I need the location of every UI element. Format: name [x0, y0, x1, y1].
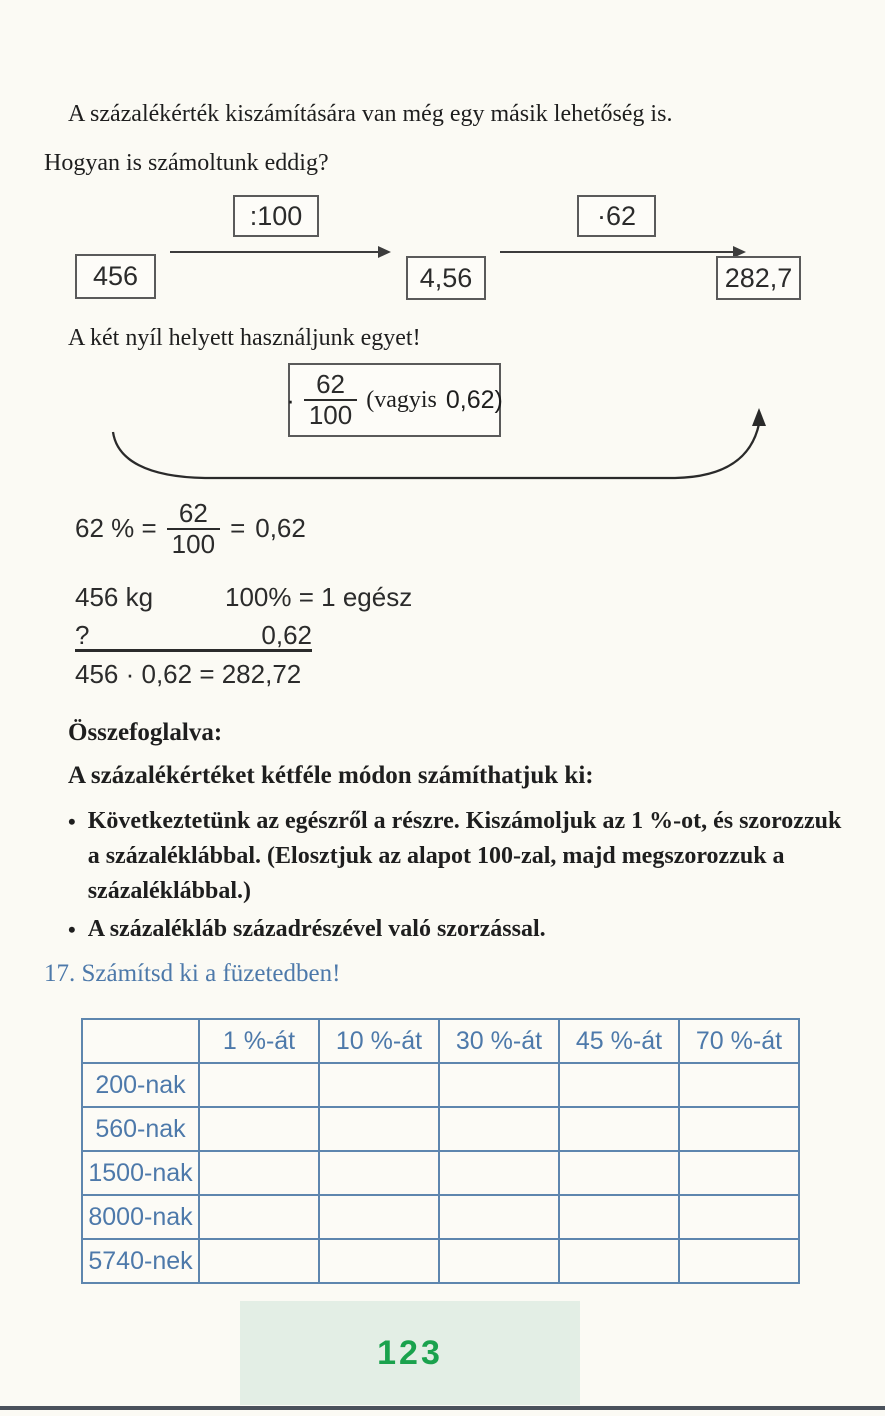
- table-cell-empty: [559, 1151, 679, 1195]
- math-line-proportion: [75, 582, 413, 613]
- table-cell-empty: [439, 1151, 559, 1195]
- table-cell-empty: [439, 1107, 559, 1151]
- table-cell-empty: [679, 1195, 799, 1239]
- flow-arrow-1: [170, 251, 388, 253]
- math-eq: =: [230, 513, 246, 544]
- table-cell-empty: [559, 1063, 679, 1107]
- proportion-right: 100% = 1 egész: [225, 582, 413, 612]
- table-cell-empty: [679, 1151, 799, 1195]
- flow-mid-box: 4,56: [406, 256, 486, 300]
- table-cell-empty: [319, 1151, 439, 1195]
- table-cell-empty: [439, 1239, 559, 1283]
- math-fraction-numerator: 62: [178, 498, 208, 528]
- table-cell-empty: [199, 1239, 319, 1283]
- table-cell-empty: [679, 1239, 799, 1283]
- summary-subtitle: A százalékértéket kétféle módon számíthatjuk ki:: [68, 762, 594, 789]
- summary-bullet-1: [68, 804, 843, 909]
- table-cell-empty: [559, 1239, 679, 1283]
- arrow-note: A két nyíl helyett használjunk egyet!: [68, 325, 421, 351]
- bullet-1-text: Következtetünk az egészről a részre. Kiszámoljuk az 1 %-ot, és szorozzuk a százaléklábbal. (Elosztjuk az alapot 100-zal, majd megszorozzuk a százaléklábbal.): [87, 808, 842, 904]
- table-cell-empty: [199, 1195, 319, 1239]
- math-result: 0,62: [255, 513, 306, 544]
- table-header-cell: 10 %-át: [319, 1019, 439, 1063]
- table-cell-empty: [199, 1063, 319, 1107]
- proportion-left: 456 kg: [75, 582, 154, 612]
- vagyis-value: 0,62): [445, 385, 503, 414]
- table-row: [82, 1063, 799, 1107]
- bullet-icon: •: [68, 917, 76, 942]
- table-cell-empty: [319, 1239, 439, 1283]
- table-header-cell: [82, 1019, 199, 1063]
- table-cell-empty: [439, 1063, 559, 1107]
- question-mark: ?: [75, 620, 90, 650]
- table-cell-empty: [199, 1151, 319, 1195]
- math-fraction: [167, 499, 220, 558]
- page-number: 123: [377, 1333, 443, 1372]
- table-row: [82, 1151, 799, 1195]
- flow-op1-box: :100: [233, 195, 319, 237]
- table-cell-empty: [199, 1107, 319, 1151]
- row-label: 8000-nak: [82, 1195, 199, 1239]
- table-cell-empty: [679, 1063, 799, 1107]
- table-cell-empty: [679, 1107, 799, 1151]
- flow-op2-box: ·62: [577, 195, 656, 237]
- flow-end-box: 282,7: [716, 256, 801, 300]
- table-cell-empty: [319, 1063, 439, 1107]
- table-cell-empty: [439, 1195, 559, 1239]
- vagyis-label: (vagyis: [366, 386, 437, 413]
- math-line-question: [75, 620, 312, 652]
- question-line: Hogyan is számoltunk eddig?: [44, 150, 329, 176]
- table-cell-empty: [559, 1195, 679, 1239]
- table-row: [82, 1195, 799, 1239]
- row-label: 200-nak: [82, 1063, 199, 1107]
- fraction-numerator: 62: [316, 369, 345, 400]
- question-value: 0,62: [261, 620, 312, 650]
- table-cell-empty: [319, 1107, 439, 1151]
- page-bottom-edge: [0, 1406, 885, 1410]
- math-fraction-denominator: 100: [167, 528, 220, 559]
- exercise-heading: 17. Számítsd ki a füzetedben!: [44, 960, 341, 987]
- exercise-table: [81, 1018, 800, 1284]
- multiplication-dot: ·: [286, 384, 295, 415]
- table-header-cell: 45 %-át: [559, 1019, 679, 1063]
- flow-arrow-2: [500, 251, 743, 253]
- summary-bullet-2: [68, 912, 843, 947]
- curved-arrow: [95, 402, 785, 497]
- row-label: 560-nak: [82, 1107, 199, 1151]
- table-row: [82, 1239, 799, 1283]
- bullet-icon: •: [68, 809, 76, 834]
- table-header-cell: 1 %-át: [199, 1019, 319, 1063]
- bullet-2-text: A százalékláb századrészével való szorzással.: [87, 916, 546, 942]
- math-line-answer: 456 · 0,62 = 282,72: [75, 659, 302, 689]
- table-header-row: [82, 1019, 799, 1063]
- flow-start-box: 456: [75, 254, 156, 299]
- table-header-cell: 30 %-át: [439, 1019, 559, 1063]
- fraction-denominator: 100: [304, 399, 357, 430]
- intro-line: A százalékérték kiszámítására van még egy másik lehetőség is.: [68, 101, 673, 127]
- table-row: [82, 1107, 799, 1151]
- table-cell-empty: [319, 1195, 439, 1239]
- summary-title: Összefoglalva:: [68, 719, 223, 746]
- row-label: 1500-nak: [82, 1151, 199, 1195]
- math-line-percent-fraction: [75, 499, 306, 558]
- math-lhs: 62 % =: [75, 513, 157, 544]
- table-cell-empty: [559, 1107, 679, 1151]
- footer-band: [240, 1301, 580, 1405]
- table-header-cell: 70 %-át: [679, 1019, 799, 1063]
- row-label: 5740-nek: [82, 1239, 199, 1283]
